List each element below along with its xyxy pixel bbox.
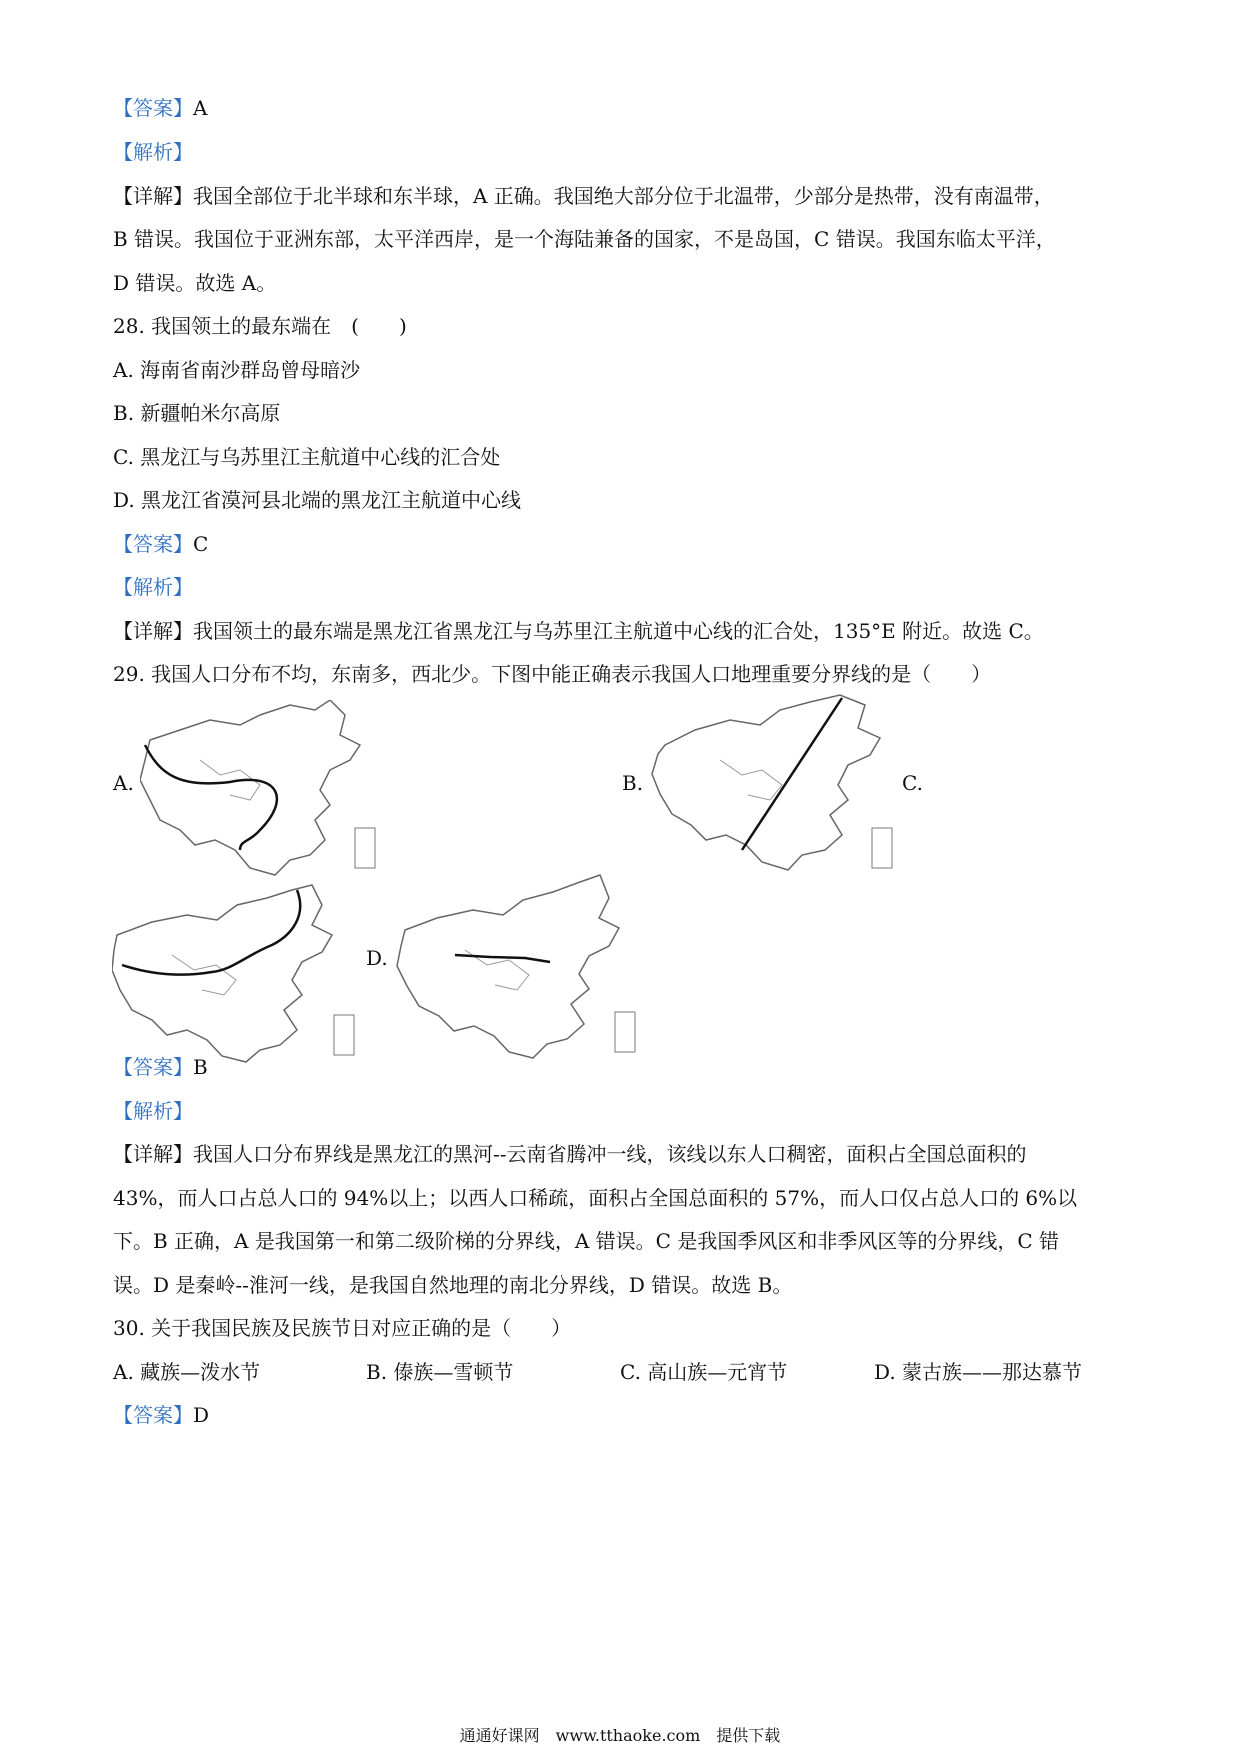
map-label-a: A. bbox=[113, 771, 134, 795]
q29-detail-line-3: 下。B 正确，A 是我国第一和第二级阶梯的分界线，A 错误。C 是我国季风区和非季风区等的分界线，C 错 bbox=[113, 1229, 1059, 1253]
china-map-c bbox=[112, 880, 362, 1065]
q28-option-c: C. 黑龙江与乌苏里江主航道中心线的汇合处 bbox=[113, 445, 501, 469]
q29-answer bbox=[113, 1054, 208, 1080]
country-outline bbox=[652, 695, 880, 870]
south-sea-inset bbox=[355, 828, 375, 868]
answer-tag: 【答案】 bbox=[113, 532, 193, 556]
map-label-d: D. bbox=[366, 946, 388, 970]
q28-stem: 28. 我国领土的最东端在 ( ) bbox=[113, 314, 407, 338]
china-map-a bbox=[140, 700, 380, 880]
south-sea-inset bbox=[872, 828, 892, 868]
q28-option-a: A. 海南省南沙群岛曾母暗沙 bbox=[113, 358, 361, 382]
map-label-c: C. bbox=[902, 771, 923, 795]
answer-tag: 【答案】 bbox=[113, 1403, 193, 1427]
answer-tag: 【答案】 bbox=[113, 1055, 193, 1079]
q29-detail-line-4: 误。D 是秦岭--淮河一线，是我国自然地理的南北分界线，D 错误。故选 B。 bbox=[113, 1273, 793, 1297]
q28-option-d: D. 黑龙江省漠河县北端的黑龙江主航道中心线 bbox=[113, 488, 522, 512]
q28-option-b: B. 新疆帕米尔高原 bbox=[113, 401, 281, 425]
answer-value: B bbox=[193, 1055, 208, 1079]
boundary-line-d bbox=[455, 955, 550, 962]
page-footer: 通通好课网 www.tthaoke.com 提供下载 bbox=[459, 1726, 781, 1745]
q29-stem: 29. 我国人口分布不均，东南多，西北少。下图中能正确表示我国人口地理重要分界线的是（ ） bbox=[113, 662, 992, 686]
boundary-line-c bbox=[122, 890, 300, 975]
q27-detail-line-3: D 错误。故选 A。 bbox=[113, 271, 277, 295]
q28-analysis-tag: 【解析】 bbox=[113, 575, 193, 599]
q30-option-a: A. 藏族—泼水节 bbox=[113, 1360, 261, 1384]
south-sea-inset bbox=[615, 1012, 635, 1052]
q27-analysis-tag: 【解析】 bbox=[113, 140, 193, 164]
province-lines bbox=[720, 760, 782, 800]
answer-value: C bbox=[193, 532, 209, 556]
q30-option-b: B. 傣族—雪顿节 bbox=[366, 1360, 514, 1384]
q28-answer bbox=[113, 531, 208, 557]
map-label-b: B. bbox=[622, 771, 644, 795]
q28-detail bbox=[113, 618, 1044, 644]
china-map-d bbox=[395, 870, 645, 1065]
answer-value: D bbox=[193, 1403, 210, 1427]
q29-analysis-tag: 【解析】 bbox=[113, 1099, 193, 1123]
detail-text: 我国人口分布界线是黑龙江的黑河--云南省腾冲一线，该线以东人口稠密，面积占全国总面积的 bbox=[193, 1142, 1027, 1166]
detail-tag: 【详解】 bbox=[113, 619, 193, 643]
south-sea-inset bbox=[334, 1015, 354, 1055]
china-map-b bbox=[650, 690, 900, 880]
q29-detail-line-1 bbox=[113, 1141, 1027, 1167]
answer-tag: 【答案】 bbox=[113, 96, 193, 120]
boundary-line-a bbox=[145, 745, 277, 850]
detail-text: 我国领土的最东端是黑龙江省黑龙江与乌苏里江主航道中心线的汇合处，135°E 附近。故选 C。 bbox=[193, 619, 1044, 643]
country-outline bbox=[397, 875, 619, 1058]
q30-option-c: C. 高山族—元宵节 bbox=[620, 1360, 788, 1384]
detail-tag: 【详解】 bbox=[113, 184, 193, 208]
q30-answer bbox=[113, 1402, 209, 1428]
answer-value: A bbox=[193, 96, 208, 120]
q27-detail-line-2: B 错误。我国位于亚洲东部，太平洋西岸，是一个海陆兼备的国家，不是岛国，C 错误。我国东临太平洋， bbox=[113, 227, 1056, 251]
detail-text: 我国全部位于北半球和东半球，A 正确。我国绝大部分位于北温带，少部分是热带，没有南温带， bbox=[193, 184, 1054, 208]
boundary-line-b bbox=[742, 698, 842, 850]
q27-answer bbox=[113, 95, 207, 121]
q29-detail-line-2: 43%，而人口占总人口的 94%以上；以西人口稀疏，面积占全国总面积的 57%，而人口仅占总人口的 6%以 bbox=[113, 1186, 1078, 1210]
q30-option-d: D. 蒙古族——那达慕节 bbox=[874, 1360, 1083, 1384]
q30-stem: 30. 关于我国民族及民族节日对应正确的是（ ） bbox=[113, 1316, 572, 1340]
detail-tag: 【详解】 bbox=[113, 1142, 193, 1166]
country-outline bbox=[140, 700, 360, 875]
q27-detail-line-1 bbox=[113, 183, 1054, 209]
